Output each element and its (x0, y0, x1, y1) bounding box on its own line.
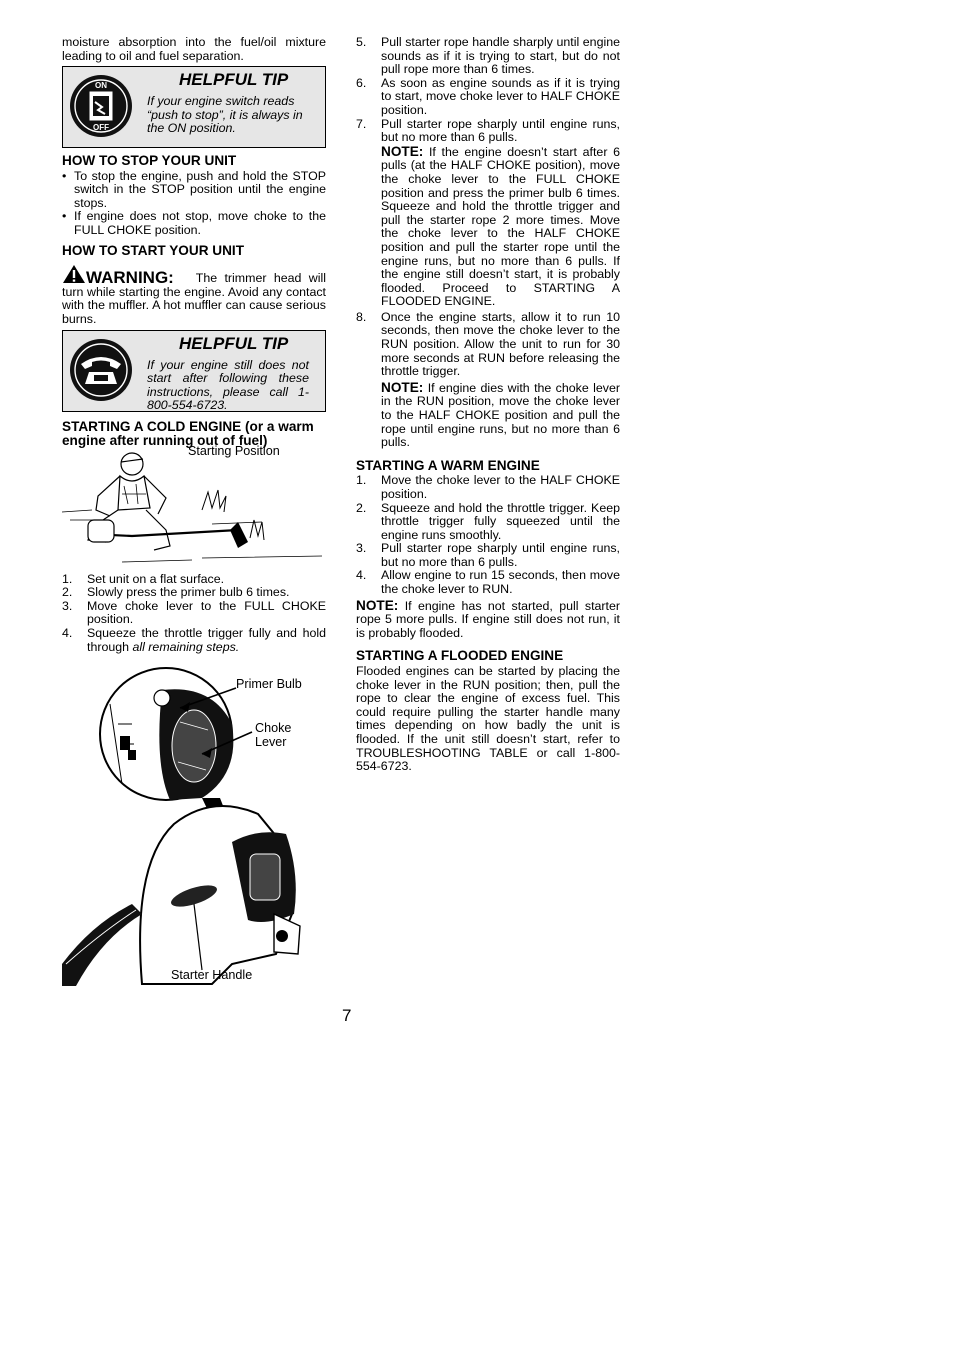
tip-title: HELPFUL TIP (179, 333, 289, 353)
starting-position-figure (62, 443, 326, 568)
list-item: 1. Move the choke lever to the HALF CHOKE position. (356, 473, 620, 501)
choke-label: Choke (255, 721, 292, 736)
cold-start-steps-continued (356, 36, 620, 145)
intro-text: moisture absorption into the fuel/oil mixture leading to oil and fuel separation. (62, 35, 326, 63)
list-item: 4. Squeeze the throttle trigger fully and hold through all remaining steps. (62, 625, 326, 654)
list-item: 2. Slowly press the primer bulb 6 times. (62, 585, 290, 600)
primer-bulb-label: Primer Bulb (236, 677, 302, 692)
list-item: 5. Pull starter rope handle sharply until engine sounds as if it is trying to start, but do not pull rope more than 6 times. (356, 35, 620, 77)
list-item: • If engine does not stop, move choke to the FULL CHOKE position. (62, 209, 326, 238)
starting-position-label: Starting Position (188, 443, 280, 458)
warm-start-heading: STARTING A WARM ENGINE (356, 457, 540, 473)
cold-start-steps (62, 573, 326, 655)
switch-icon (69, 74, 133, 138)
right-column (356, 36, 620, 774)
helpful-tip-switch (62, 66, 326, 148)
badge-off-text: OFF (93, 123, 109, 133)
stop-heading: HOW TO STOP YOUR UNIT (62, 153, 237, 169)
left-column (62, 36, 326, 990)
warning-label: WARNING: (86, 268, 174, 288)
note-label: NOTE: (381, 379, 424, 395)
warning-text: The trimmer head will turn while starting the engine. Avoid any contact with the muffler. A hot muffler can cause serious burns. (62, 271, 326, 326)
flooded-start-heading: STARTING A FLOODED ENGINE (356, 648, 564, 664)
operator-illustration (62, 450, 326, 568)
engine-illustration (62, 664, 326, 990)
lever-label: Lever (255, 735, 287, 750)
list-item: 3. Pull starter rope sharply until engine runs, but no more than 6 pulls. (356, 541, 620, 569)
note-block (356, 599, 620, 641)
list-item: 8. Once the engine starts, allow it to run 10 seconds, then move the choke lever to the RUN position. Allow the unit to run for 30 more seconds at RUN before releasing the throttle trigger. (356, 309, 620, 379)
step-8 (356, 311, 620, 379)
page-number: 7 (342, 1006, 352, 1025)
list-item: 3. Move choke lever to the FULL CHOKE position. (62, 598, 326, 627)
list-item: 7. Pull starter rope sharply until engine runs, but no more than 6 pulls. (356, 116, 620, 145)
flooded-start-text: Flooded engines can be started by placing the choke lever in the RUN position; then, pull the rope to clear the engine of excess fuel. This could require pulling the starter handle many times depending on how badly the unit is flooded. If the unit still doesn’t start, refer to TROUBLESHOOTING TABLE or call 1-800-554-6723. (356, 663, 620, 774)
engine-controls-figure (62, 664, 326, 990)
warning-triangle-icon (62, 264, 86, 284)
list-item: 4. Allow engine to run 15 seconds, then move the choke lever to RUN. (356, 568, 620, 597)
note-text: If engine has not started, pull starter rope 5 more pulls. If engine still does not run, it is probably flooded. (356, 598, 620, 640)
helpful-tip-phone (62, 330, 326, 412)
list-item: 1. Set unit on a flat surface. (62, 571, 225, 586)
warm-start-steps (356, 474, 620, 596)
list-item: • To stop the engine, push and hold the STOP switch in the STOP position until the engine stops. (62, 168, 326, 210)
starter-handle-label: Starter Handle (171, 968, 253, 983)
note-text: If engine dies with the choke lever in the RUN position, move the choke lever to the HALF CHOKE position and pull the rope until engine runs, but no more than 6 pulls. (381, 380, 620, 450)
note-text: If the engine doesn’t start after 6 pulls (at the HALF CHOKE position), move the choke lever to the FULL CHOKE position and press the primer bulb 6 times. Squeeze and hold the throttle trigger and pull the starter rope 2 more times. Move the choke lever to the HALF CHOKE position and pull the starter rope until the engine runs, but no more than 6 pulls. If the engine still doesn’t start, it is probably flooded. Proceed to STARTING A FLOODED ENGINE. (381, 144, 620, 309)
note-label: NOTE: (381, 143, 424, 159)
list-item: 2. Squeeze and hold the throttle trigger. Keep throttle trigger fully squeezed until the engine runs smoothly. (356, 500, 620, 542)
telephone-icon (69, 338, 133, 402)
note-block (356, 381, 620, 450)
tip-body: If your engine still does not start after following these instructions, please call 1-800-554-6723. (147, 357, 309, 413)
cold-start-heading: STARTING A COLD ENGINE (or a warm engine after running out of fuel) (62, 418, 314, 449)
badge-on-text: ON (95, 81, 107, 91)
tip-body: If your engine switch reads “push to stop”, it is always in the ON position. (147, 94, 303, 136)
start-heading: HOW TO START YOUR UNIT (62, 242, 245, 258)
stop-list (62, 170, 326, 238)
warning-block (62, 264, 326, 326)
note-label: NOTE: (356, 597, 399, 613)
list-item: 6. As soon as engine sounds as if it is trying to start, move choke lever to HALF CHOKE position. (356, 75, 620, 117)
tip-title: HELPFUL TIP (179, 70, 289, 90)
note-block (356, 145, 620, 309)
